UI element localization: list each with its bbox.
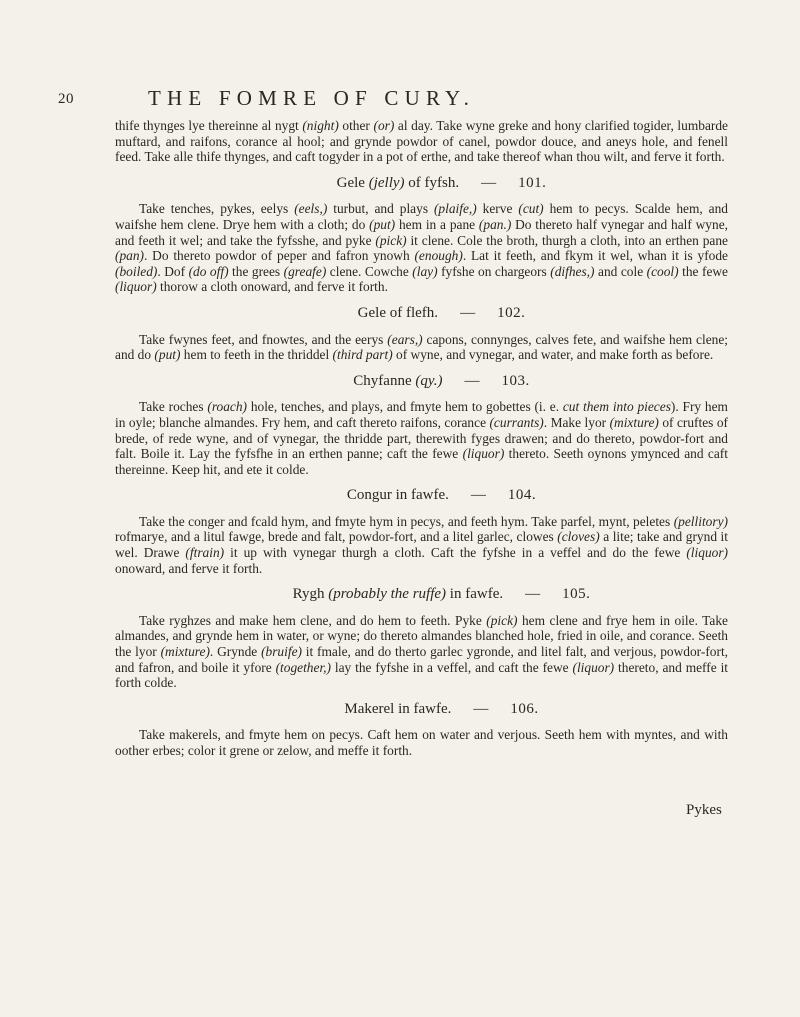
running-title: THE FOMRE OF CURY. [148, 86, 476, 110]
recipe-105-text: Take ryghzes and make hem clene, and do hem to feeth. Pyke (pick) hem clene and frye hem in oile. Take almandes, and grynde hem in water, or wyne; do thereto almandes blanched hole, fried in oile, and corance. Seeth the lyor (mixture). Grynde (bruife) it fmale, and do therto garlec ygronde, and litel falt, and verjous, powdor-fort, and fafron, and boile it yfore (together,) lay the fyfshe in a veffel, and caft the fewe (liquor) thereto, and meffe it forth colde. [115, 612, 729, 691]
recipe-101-text: Take tenches, pykes, eelys (eels,) turbut, and plays (plaife,) kerve (cut) hem to pecys. Scalde hem, and waifshe hem clene. Drye hem with a cloth; do (put) hem in a pane (pan.) Do thereto half vynegar and half wyne, and feeth it wel; and take the fyfsshe, and pyke (pick) it clene. Cole the broth, thurgh a cloth, into an erthen pane (pan). Do thereto powdor of peper and fafron ynowh (enough). Lat it feeth, and fkym it wel, whan it is yfode (boiled). Dof (do off) the grees (greafe) clene. Cowche (lay) fyfshe on chargeors (difhes,) and cole (cool) the fewe (liquor) thorow a cloth onoward, and ferve it forth. [115, 201, 729, 295]
recipe-104-text: Take the conger and fcald hym, and fmyte hym in pecys, and feeth hym. Take parfel, mynt, peletes (pellitory) rofmarye, and a litul fawge, brede and falt, powdor-fort, and a litel garlec, clowes (cloves) a lite; take and grynd it wel. Drawe (ftrain) it up with vynegar thurgh a cloth. Caft the fyfshe in a veffel and do the fewe (liquor) onoward, and ferve it forth. [115, 513, 728, 576]
recipe-102-heading: Gele of flefh. — 102. [357, 304, 526, 321]
recipe-103-heading: Chyfanne (qy.) — 103. [353, 372, 530, 389]
recipe-103-text: Take roches (roach) hole, tenches, and plays, and fmyte hem to gobettes (i. e. cut them into pieces). Fry hem in oyle; blanche almandes. Fry hem, and caft thereto raifons, corance (currants). Make lyor (mixture) of cruftes of brede, of rede wyne, and of vynegar, the thridde part, therewith fyges drawen; and do thereto, powdor-fort and falt. Boile it. Lay the fyfsfhe in an erthen panne; caft the fewe (liquor) thereto. Seeth oynons ymynced and caft thereinne. Keep hit, and ete it colde. [115, 399, 728, 477]
recipe-102-text: Take fwynes feet, and fnowtes, and the eerys (ears,) capons, connynges, calves fete, and waifshe hem clene; and do (put) hem to feeth in the thriddel (third part) of wyne, and vynegar, and water, and make forth as before. [115, 331, 728, 363]
recipe-101-heading: Gele (jelly) of fyfsh. — 101. [336, 174, 547, 191]
catchword: Pykes [686, 802, 722, 818]
page-number: 20 [58, 91, 74, 107]
page-body [115, 118, 728, 759]
recipe-105-heading: Rygh (probably the ruffe) in fawfe. — 105. [292, 586, 591, 603]
intro-paragraph: thife thynges lye thereinne al nygt (night) other (or) al day. Take wyne greke and hony clarified togider, lumbarde muftard, and raifons, corance al hool; and grynde powdor of canel, powdor douce, and aneys hole, and fenell feed. Take alle thife thynges, and caft togyder in a pot of erthe, and take thereof whan thou wilt, and ferve it forth. [115, 118, 728, 165]
recipe-104-heading: Congur in fawfe. — 104. [346, 487, 537, 504]
recipe-106-text: Take makerels, and fmyte hem on pecys. Caft hem on water and verjous. Seeth hem with myntes, and with oother erbes; color it grene or zelow, and meffe it forth. [115, 727, 728, 758]
recipe-106-heading: Makerel in fawfe. — 106. [344, 700, 539, 717]
